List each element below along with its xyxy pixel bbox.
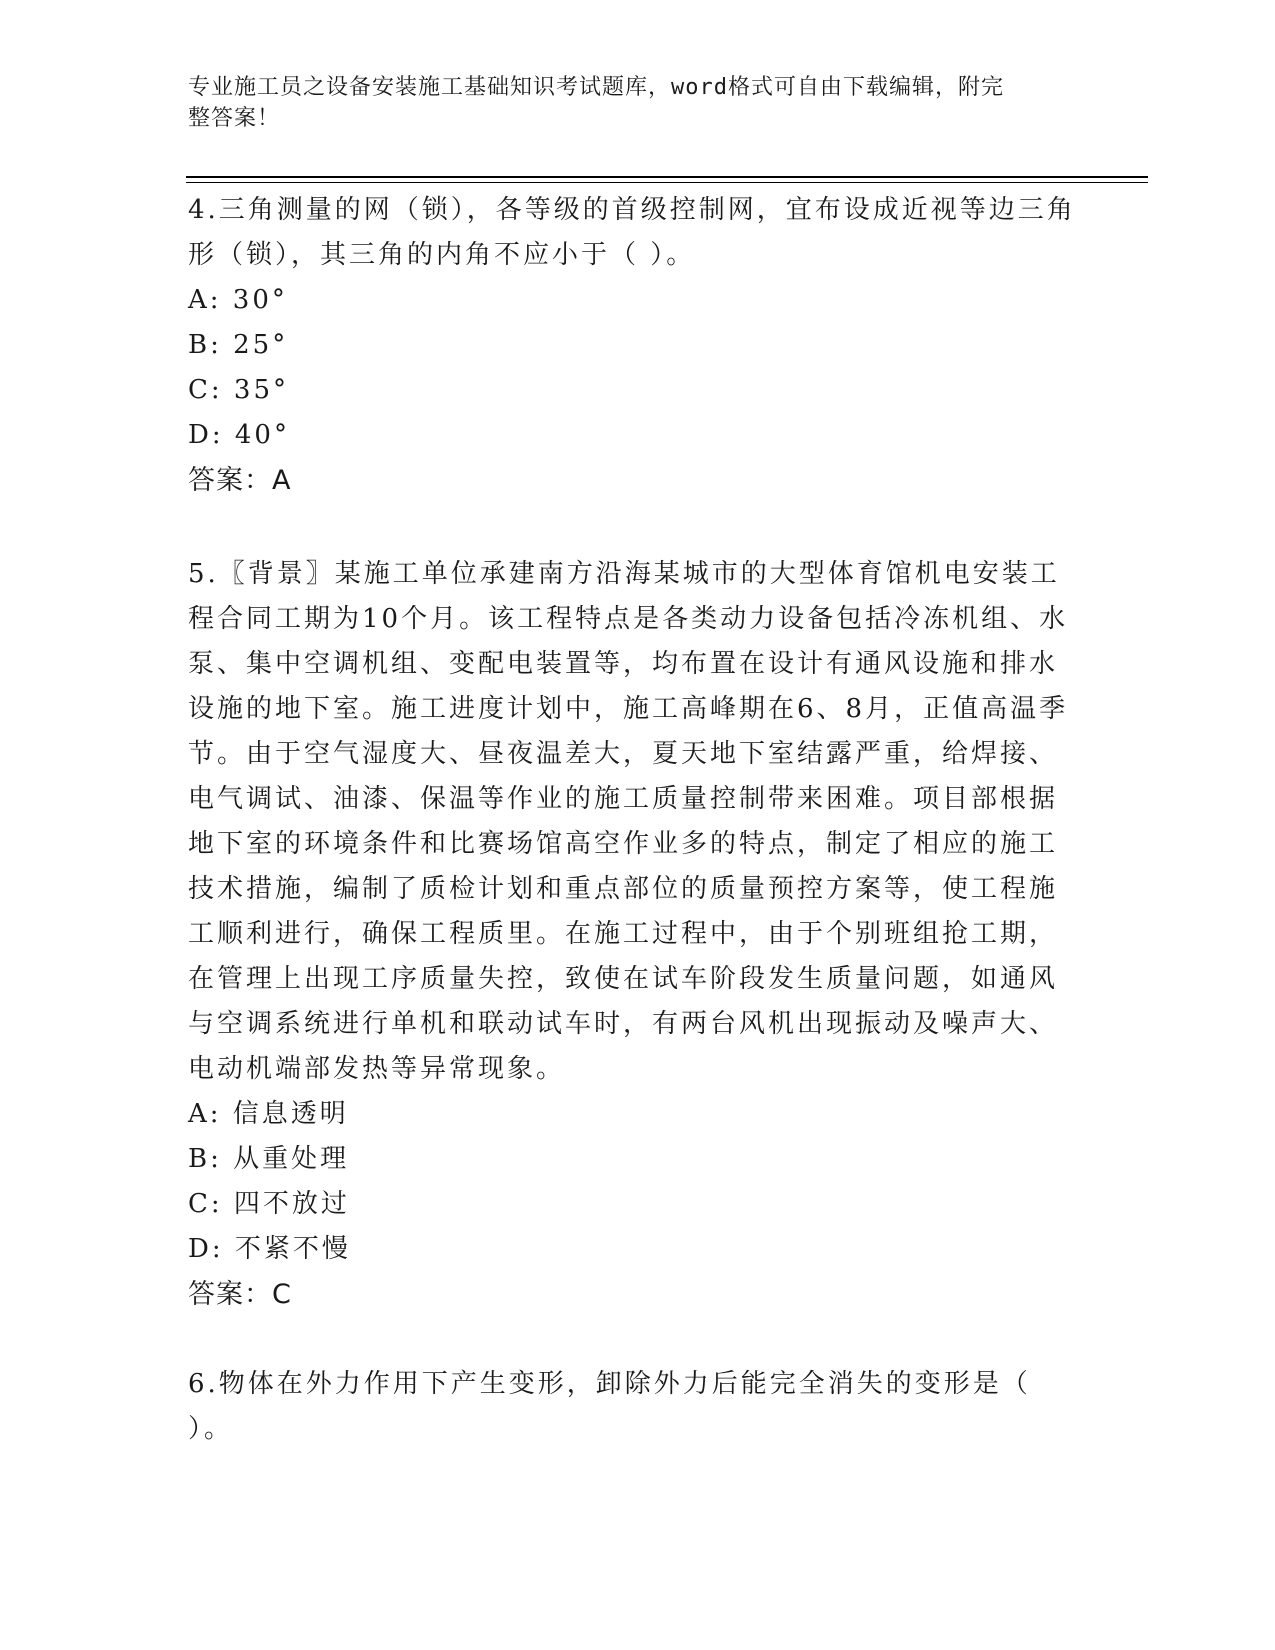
question-stem: 4.三角测量的网（锁），各等级的首级控制网，宜布设成近视等边三角形（锁），其三角的内角不应小于（ ）。 (188, 195, 1076, 270)
answer: 答案：C (188, 1279, 292, 1310)
header-line-1: 专业施工员之设备安装施工基础知识考试题库，word格式可自由下载编辑，附完 (188, 75, 1004, 100)
document-header (188, 72, 1068, 134)
header-divider-thin (186, 182, 1148, 183)
option-d: D: 40° (188, 420, 290, 450)
option-b: B: 从重处理 (188, 1144, 350, 1174)
question-5 (188, 552, 1078, 1317)
option-c: C: 35° (188, 375, 290, 405)
option-c: C: 四不放过 (188, 1189, 350, 1219)
option-d: D: 不紧不慢 (188, 1234, 351, 1264)
option-a: A: 30° (188, 285, 288, 315)
question-stem: 6.物体在外力作用下产生变形，卸除外力后能完全消失的变形是（ ）。 (188, 1369, 1031, 1444)
header-divider-thick (186, 176, 1148, 178)
question-4 (188, 188, 1078, 503)
header-line-2: 整答案！ (188, 106, 281, 131)
answer: 答案：A (188, 465, 292, 496)
question-6 (188, 1362, 1078, 1452)
question-stem: 5.〖背景〗某施工单位承建南方沿海某城市的大型体育馆机电安装工程合同工期为10个月。该工程特点是各类动力设备包括冷冻机组、水泵、集中空调机组、变配电装置等，均布置在设计有通风设施和排水设施的地下室。施工进度计划中，施工高峰期在6、8月，正值高温季节。由于空气湿度大、昼夜温差大，夏天地下室结露严重，给焊接、电气调试、油漆、保温等作业的施工质量控制带来困难。项目部根据地下室的环境条件和比赛场馆高空作业多的特点，制定了相应的施工技术措施，编制了质检计划和重点部位的质量预控方案等，使工程施工顺利进行，确保工程质里。在施工过程中，由于个别班组抢工期，在管理上出现工序质量失控，致使在试车阶段发生质量问题，如通风与空调系统进行单机和联动试车时，有两台风机出现振动及噪声大、电动机端部发热等异常现象。 (188, 559, 1069, 1084)
option-b: B: 25° (188, 330, 289, 360)
option-a: A: 信息透明 (188, 1099, 349, 1129)
